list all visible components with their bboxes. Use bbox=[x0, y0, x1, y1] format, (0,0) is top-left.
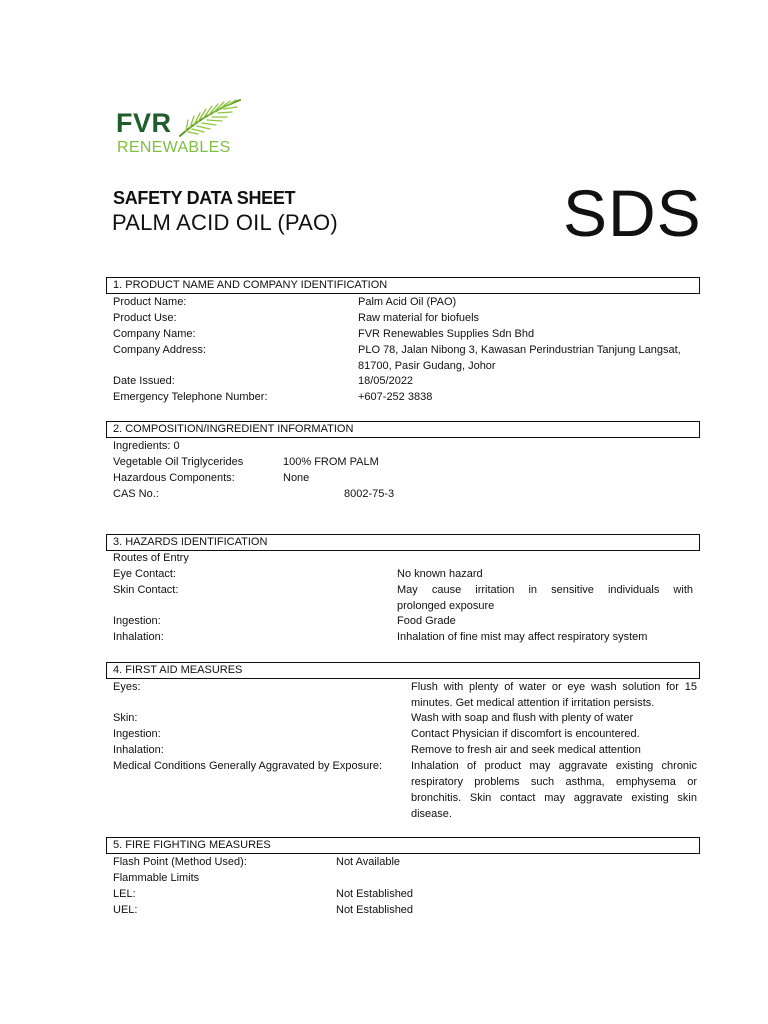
cas-number-label: CAS No.: bbox=[113, 488, 159, 500]
first-aid-eyes-label: Eyes: bbox=[113, 681, 141, 693]
section-header-2: 2. COMPOSITION/INGREDIENT INFORMATION bbox=[106, 421, 700, 438]
emergency-phone-label: Emergency Telephone Number: bbox=[113, 391, 268, 403]
flash-point-label: Flash Point (Method Used): bbox=[113, 856, 247, 868]
company-name-value: FVR Renewables Supplies Sdn Bhd bbox=[358, 328, 535, 340]
date-issued-value: 18/05/2022 bbox=[358, 375, 414, 387]
company-logo bbox=[116, 96, 236, 162]
first-aid-eyes-line2: minutes. Get medical attention if irritation persists. bbox=[411, 697, 655, 709]
uel-label: UEL: bbox=[113, 904, 138, 916]
product-name-value: Palm Acid Oil (PAO) bbox=[358, 296, 457, 308]
section-header-1: 1. PRODUCT NAME AND COMPANY IDENTIFICATION bbox=[106, 277, 700, 294]
hazardous-components-label: Hazardous Components: bbox=[113, 472, 235, 484]
product-use-label: Product Use: bbox=[113, 312, 177, 324]
company-address-value: PLO 78, Jalan Nibong 3, Kawasan Perindustrian Tanjung Langsat, bbox=[358, 344, 681, 356]
ingestion-hazard-value: Food Grade bbox=[397, 615, 456, 627]
date-issued-label: Date Issued: bbox=[113, 375, 175, 387]
uel-value: Not Established bbox=[336, 904, 414, 916]
flammable-limits-label: Flammable Limits bbox=[113, 872, 200, 884]
sds-heading: SDS bbox=[563, 176, 702, 250]
skin-contact-value: May cause irritation in sensitive individuals with bbox=[397, 584, 693, 596]
section-header-4: 4. FIRST AID MEASURES bbox=[106, 662, 700, 679]
routes-of-entry-label: Routes of Entry bbox=[113, 552, 189, 564]
lel-value: Not Established bbox=[336, 888, 414, 900]
flash-point-value: Not Available bbox=[336, 856, 401, 868]
company-name-label: Company Name: bbox=[113, 328, 196, 340]
vegetable-oil-label: Vegetable Oil Triglycerides bbox=[113, 456, 244, 468]
skin-contact-label: Skin Contact: bbox=[113, 584, 179, 596]
company-address-value-line2: 81700, Pasir Gudang, Johor bbox=[358, 360, 496, 372]
eye-contact-label: Eye Contact: bbox=[113, 568, 176, 580]
first-aid-inhalation-value: Remove to fresh air and seek medical attention bbox=[411, 744, 641, 756]
vegetable-oil-value: 100% FROM PALM bbox=[283, 456, 379, 468]
section-header-5: 5. FIRE FIGHTING MEASURES bbox=[106, 837, 700, 854]
emergency-phone-value: +607-252 3838 bbox=[358, 391, 433, 403]
medical-conditions-line1: Inhalation of product may aggravate existing chronic bbox=[411, 760, 697, 772]
medical-conditions-line3: bronchitis. Skin contact may aggravate existing skin bbox=[411, 792, 697, 804]
document-title: SAFETY DATA SHEET bbox=[113, 188, 296, 208]
inhalation-hazard-value: Inhalation of fine mist may affect respiratory system bbox=[397, 631, 648, 643]
first-aid-ingestion-label: Ingestion: bbox=[113, 728, 161, 740]
palm-leaf-icon bbox=[178, 96, 242, 142]
logo-wordmark: FVR bbox=[116, 108, 172, 138]
inhalation-hazard-label: Inhalation: bbox=[113, 631, 164, 643]
logo-subtitle: RENEWABLES bbox=[117, 139, 231, 156]
product-title: PALM ACID OIL (PAO) bbox=[112, 210, 338, 235]
medical-conditions-label: Medical Conditions Generally Aggravated by Exposure: bbox=[113, 760, 383, 772]
medical-conditions-line4: disease. bbox=[411, 808, 452, 820]
medical-conditions-line2: respiratory problems such asthma, emphysema or bbox=[411, 776, 697, 788]
eye-contact-value: No known hazard bbox=[397, 568, 483, 580]
first-aid-eyes-line1: Flush with plenty of water or eye wash solution for 15 bbox=[411, 681, 697, 693]
company-address-label: Company Address: bbox=[113, 344, 206, 356]
section-header-3: 3. HAZARDS IDENTIFICATION bbox=[106, 534, 700, 551]
first-aid-ingestion-value: Contact Physician if discomfort is encountered. bbox=[411, 728, 640, 740]
hazardous-components-value: None bbox=[283, 472, 310, 484]
ingredients-text: Ingredients: 0 bbox=[113, 440, 180, 452]
first-aid-skin-label: Skin: bbox=[113, 712, 138, 724]
lel-label: LEL: bbox=[113, 888, 136, 900]
product-use-value: Raw material for biofuels bbox=[358, 312, 480, 324]
cas-number-value: 8002-75-3 bbox=[344, 488, 395, 500]
skin-contact-value-line2: prolonged exposure bbox=[397, 600, 495, 612]
product-name-label: Product Name: bbox=[113, 296, 187, 308]
first-aid-skin-value: Wash with soap and flush with plenty of water bbox=[411, 712, 634, 724]
ingestion-hazard-label: Ingestion: bbox=[113, 615, 161, 627]
first-aid-inhalation-label: Inhalation: bbox=[113, 744, 164, 756]
